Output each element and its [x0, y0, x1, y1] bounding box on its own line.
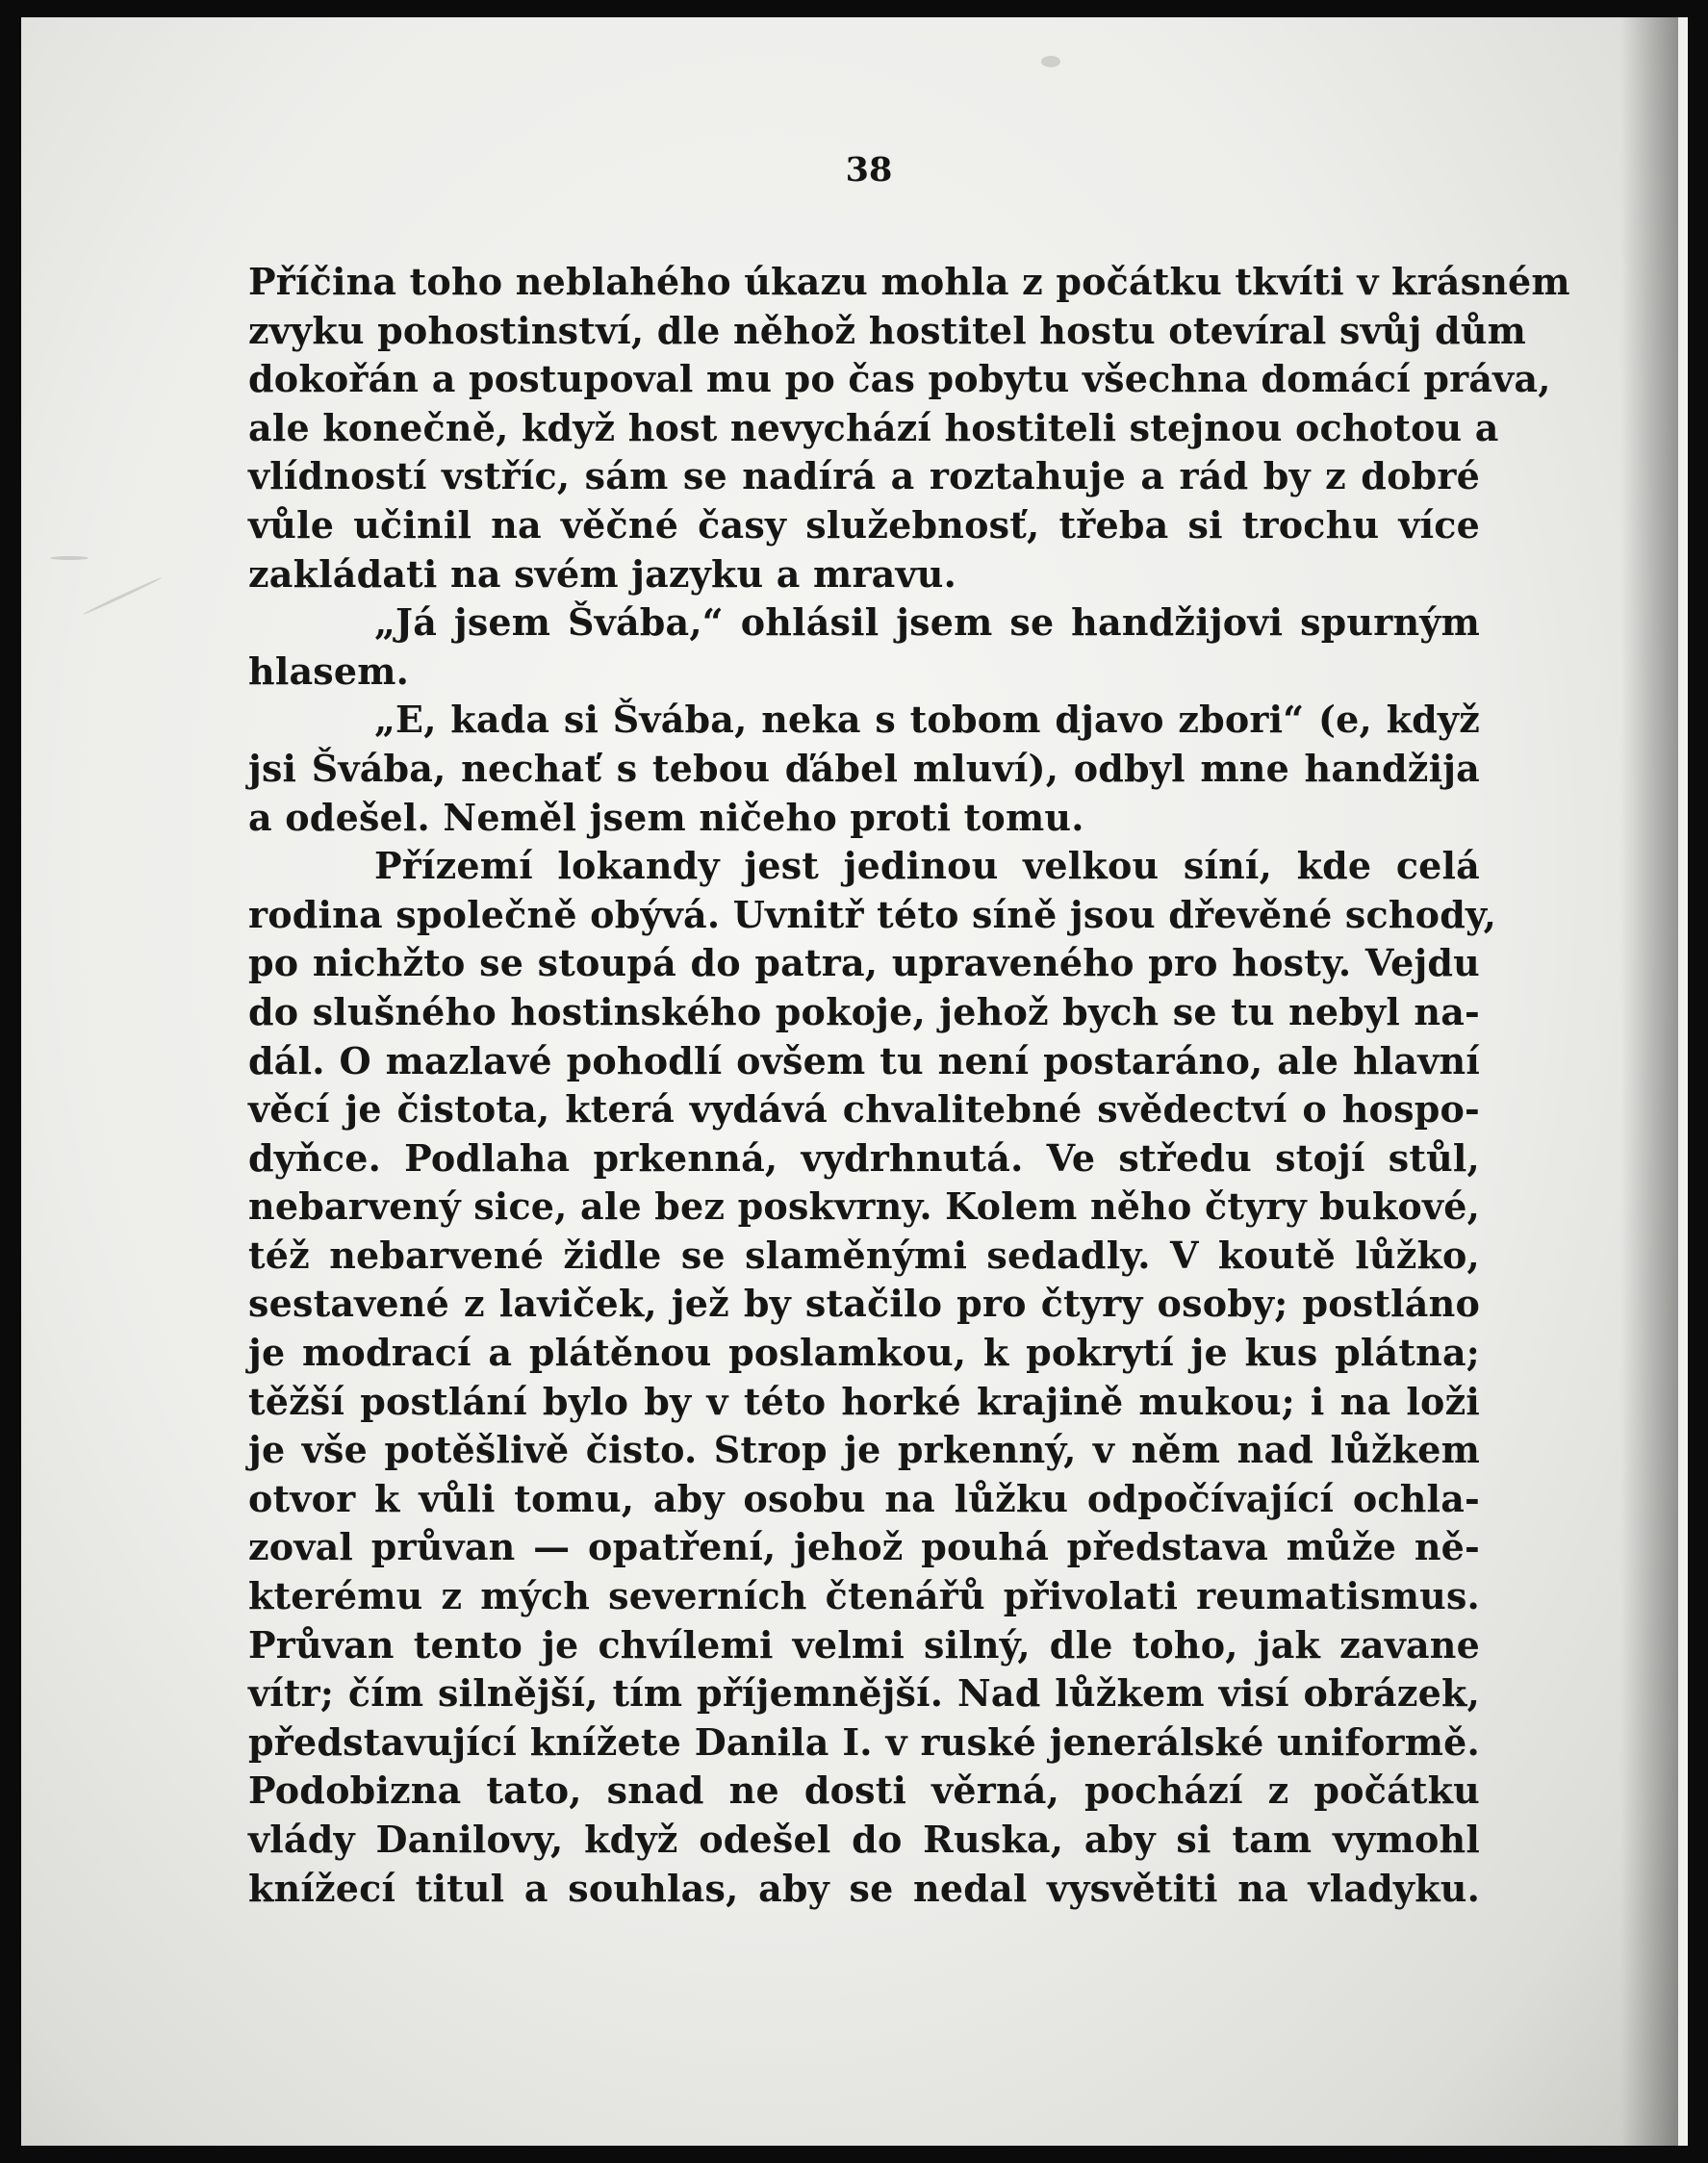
- text-line: zvyku pohostinství, dle něhož hostitel hostu otevíral svůj dům: [248, 308, 1527, 352]
- scan-smudge: [1041, 56, 1060, 67]
- text-line: vítr; čím silnější, tím příjemnější. Nad lůžkem visí obrázek,: [248, 1671, 1480, 1716]
- text-line: vůle učinil na věčné časy služebnosť, třeba si trochu více: [248, 502, 1480, 547]
- text-line: ale konečně, když host nevychází hostiteli stejnou ochotou a: [248, 405, 1499, 449]
- text-line: kterému z mých severních čtenářů přivolati reumatismus.: [248, 1574, 1480, 1618]
- text-line: Podobizna tato, snad ne dosti věrná, pochází z počátku: [248, 1769, 1480, 1813]
- text-line: Přízemí lokandy jest jedinou velkou síní, kde celá: [374, 844, 1480, 888]
- text-line: zoval průvan — opatření, jehož pouhá představa může ně-: [248, 1525, 1480, 1569]
- text-line: je vše potěšlivě čisto. Strop je prkenný, v něm nad lůžkem: [248, 1428, 1480, 1472]
- text-line: též nebarvené židle se slaměnými sedadly. V koutě lůžko,: [248, 1233, 1480, 1277]
- text-line: dál. O mazlavé pohodlí ovšem tu není postaráno, ale hlavní: [248, 1038, 1480, 1082]
- text-line: vlídností vstříc, sám se nadírá a roztahuje a rád by z dobré: [248, 454, 1480, 498]
- text-line: po nichžto se stoupá do patra, upraveného pro hosty. Vejdu: [248, 941, 1480, 985]
- text-line: dokořán a postupoval mu po čas pobytu všechna domácí práva,: [248, 357, 1551, 401]
- text-line: vlády Danilovy, když odešel do Ruska, aby si tam vymohl: [248, 1818, 1480, 1861]
- text-line: a odešel. Neměl jsem ničeho proti tomu.: [248, 795, 1084, 839]
- scan-smudge: [50, 556, 89, 560]
- next-page-edge: [1678, 17, 1688, 2146]
- text-line: věcí je čistota, která vydává chvalitebné svědectví o hospo-: [248, 1087, 1480, 1132]
- text-line: je modrací a plátěnou poslamkou, k pokrytí je kus plátna;: [248, 1331, 1480, 1375]
- body-text: [248, 258, 1570, 1913]
- text-line: zakládati na svém jazyku a mravu.: [248, 551, 957, 596]
- text-line: „Já jsem Švába,“ ohlásil jsem se handžijovi spurným: [374, 600, 1480, 645]
- text-line: těžší postlání bylo by v této horké krajině mukou; i na loži: [248, 1379, 1480, 1423]
- text-line: „E, kada si Švába, neka s tobom djavo zbori“ (e, když: [374, 698, 1480, 742]
- text-line: Příčina toho neblahého úkazu mohla z počátku tkvíti v krásném: [248, 260, 1570, 303]
- text-line: dyňce. Podlaha prkenná, vydrhnutá. Ve středu stojí stůl,: [248, 1135, 1480, 1180]
- text-line: knížecí titul a souhlas, aby se nedal vysvětiti na vladyku.: [248, 1866, 1480, 1910]
- text-line: Průvan tento je chvílemi velmi silný, dle toho, jak zavane: [248, 1622, 1480, 1667]
- text-line: hlasem.: [248, 649, 410, 693]
- text-line: rodina společně obývá. Uvnitř této síně jsou dřevěné schody,: [248, 892, 1497, 936]
- text-line: představující knížete Danila I. v ruské jenerálské uniformě.: [248, 1719, 1480, 1764]
- text-line: jsi Švába, nechať s tebou ďábel mluví), odbyl mne handžija: [248, 746, 1480, 790]
- text-line: otvor k vůli tomu, aby osobu na lůžku odpočívající ochla-: [248, 1476, 1480, 1520]
- book-page: [21, 17, 1678, 2146]
- scan-smudge: [83, 576, 163, 616]
- text-line: nebarvený sice, ale bez poskvrny. Kolem něho čtyry bukové,: [248, 1184, 1481, 1229]
- page-number: 38: [845, 150, 893, 190]
- gutter-shadow: [1620, 17, 1678, 2146]
- text-line: do slušného hostinského pokoje, jehož bych se tu nebyl na-: [248, 989, 1480, 1033]
- text-line: sestavené z laviček, jež by stačilo pro čtyry osoby; postláno: [248, 1282, 1480, 1326]
